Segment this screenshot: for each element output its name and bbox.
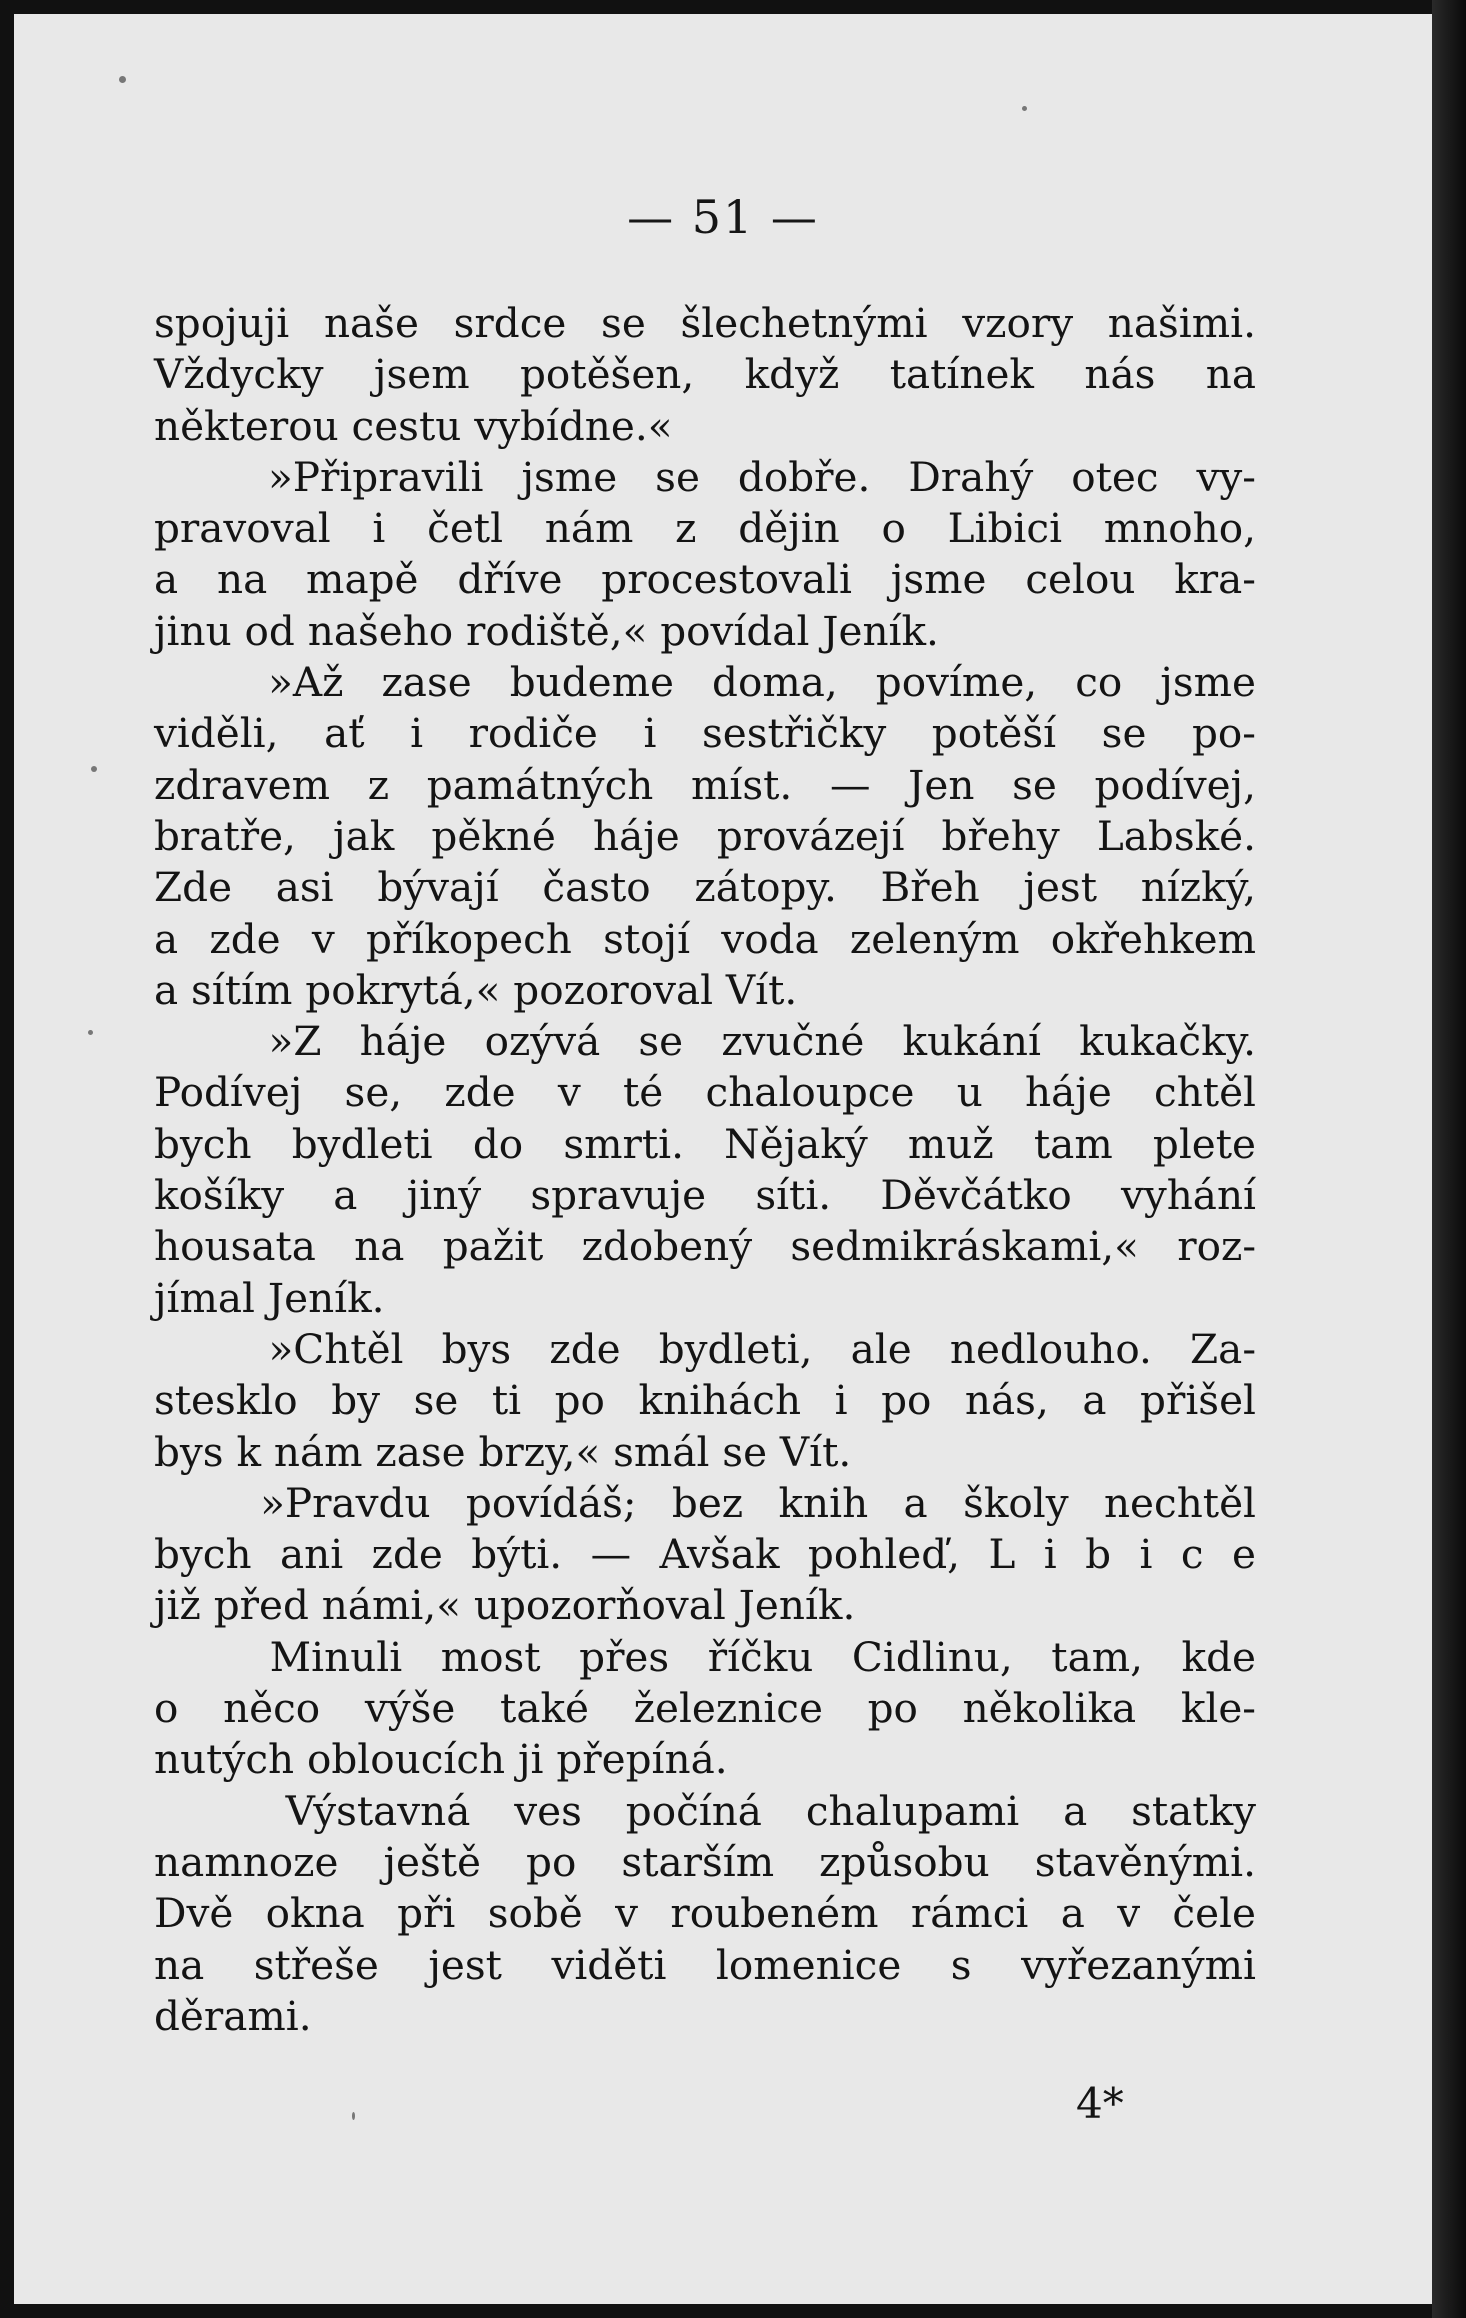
text-line: Minuli most přes říčku Cidlinu, tam, kde [154, 1632, 1256, 1681]
page-edge-shadow [1432, 0, 1466, 2318]
text-line: bych ani zde býti. — Avšak pohleď, L i b i c e [154, 1530, 1256, 1579]
speck [352, 2112, 355, 2120]
page-number: — 51 — [627, 190, 819, 244]
text-line: na střeše jest viděti lomenice s vyřezanými [154, 1940, 1256, 1989]
text-line: jinu od našeho rodiště,« povídal Jeník. [154, 606, 939, 655]
text-line: Dvě okna při sobě v roubeném rámci a v čele [154, 1889, 1256, 1938]
book-page [14, 14, 1432, 2304]
speck [119, 76, 126, 83]
text-line: »Až zase budeme doma, povíme, co jsme [154, 658, 1256, 707]
text-line: »Připravili jsme se dobře. Drahý otec vy- [154, 452, 1256, 501]
signature-mark: 4* [1076, 2079, 1124, 2128]
text-line: Zde asi bývají často zátopy. Břeh jest nízký, [154, 863, 1256, 912]
text-line: housata na pažit zdobený sedmikráskami,« roz- [154, 1222, 1256, 1271]
text-line: »Pravdu povídáš; bez knih a školy nechtěl [154, 1478, 1256, 1527]
text-line: košíky a jiný spravuje síti. Děvčátko vyhání [154, 1171, 1256, 1220]
text-line: již před námi,« upozorňoval Jeník. [154, 1581, 856, 1630]
text-line: spojuji naše srdce se šlechetnými vzory našimi. [154, 299, 1256, 347]
text-line: zdravem z památných míst. — Jen se podívej, [154, 760, 1256, 809]
text-line: stesklo by se ti po knihách i po nás, a přišel [154, 1376, 1256, 1425]
text-line: bratře, jak pěkné háje provázejí břehy Labské. [154, 811, 1256, 860]
text-line: některou cestu vybídne.« [154, 401, 673, 450]
text-line: bych bydleti do smrti. Nějaký muž tam plete [154, 1119, 1256, 1168]
text-line: o něco výše také železnice po několika kle- [154, 1684, 1256, 1733]
text-line: pravoval i četl nám z dějin o Libici mnoho, [154, 504, 1256, 553]
body-text [154, 298, 1256, 2042]
text-line: »Chtěl bys zde bydleti, ale nedlouho. Za- [154, 1324, 1256, 1373]
text-line: a zde v příkopech stojí voda zeleným okřehkem [154, 914, 1256, 963]
text-line: Podívej se, zde v té chaloupce u háje chtěl [154, 1068, 1256, 1117]
speck [1022, 106, 1027, 111]
text-line: »Z háje ozývá se zvučné kukání kukačky. [154, 1017, 1256, 1066]
text-line: a sítím pokrytá,« pozoroval Vít. [154, 965, 798, 1014]
text-line: děrami. [154, 1991, 312, 2040]
text-line: jímal Jeník. [154, 1273, 385, 1322]
speck [91, 766, 97, 772]
text-line: Vždycky jsem potěšen, když tatínek nás na [154, 350, 1256, 399]
text-line: namnoze ještě po starším způsobu stavěnými. [154, 1837, 1256, 1886]
text-line: a na mapě dříve procestovali jsme celou kra- [154, 555, 1256, 604]
text-line: Výstavná ves počíná chalupami a statky [154, 1786, 1256, 1835]
text-line: nutých obloucích ji přepíná. [154, 1735, 728, 1784]
text-line: viděli, ať i rodiče i sestřičky potěší se po- [154, 709, 1256, 758]
speck [88, 1030, 93, 1035]
text-line: bys k nám zase brzy,« smál se Vít. [154, 1427, 852, 1476]
